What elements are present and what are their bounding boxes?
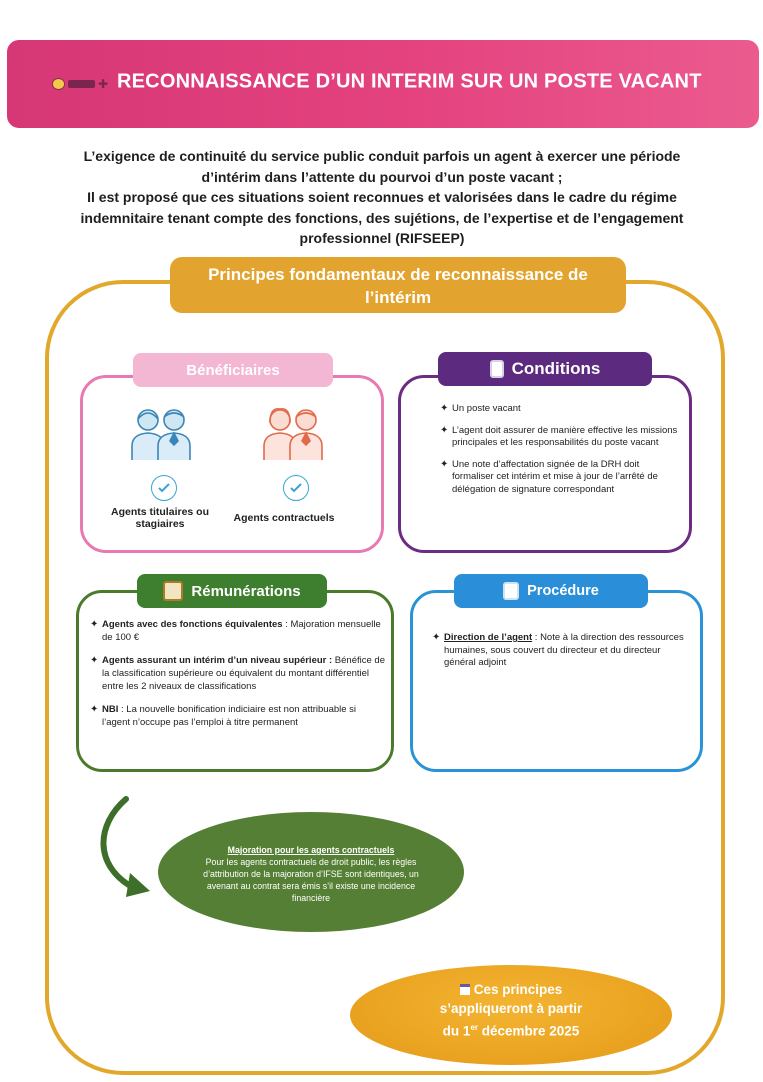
procedure-card [410,590,703,772]
list-item: ✦ NBI : La nouvelle bonification indiciaire est non attribuable si l’agent n’occupe pas l’emploi à titre permanent [90,704,357,728]
procedure-title: Procédure [527,583,599,599]
list-item: ✦ Direction de l’agent : Note à la direction des ressources humaines, sous couvert du directeur et du directeur général adjoint [432,632,684,668]
application-line-3: du 1er décembre 2025 [442,1023,580,1039]
principles-heading [170,257,626,313]
intro-text [40,146,724,249]
star-bullet-icon: ✦ [432,632,441,643]
tenured-agents-check-icon [151,475,177,501]
intro-line-1: L’exigence de continuité du service public conduit parfois un agent à exercer une période [83,148,681,164]
procedure-list [432,632,688,679]
conditions-list [440,403,680,505]
contract-agents-note [158,812,464,932]
organization-logo [52,74,108,94]
star-bullet-icon: ✦ [440,424,449,436]
star-bullet-icon: ✦ [90,619,99,630]
contract-agents-note-title: Majoration pour les agents contractuels [227,845,395,855]
page-title: RECONNAISSANCE D’UN INTERIM SUR UN POSTE VACANT [117,70,702,93]
contract-agents-icon [252,405,336,465]
star-bullet-icon: ✦ [90,655,99,666]
list-item: ✦ Une note d’affectation signée de la DRH doit formaliser cet intérim et mise à jour de l’arrêté de délégation de signature correspondant [440,458,658,495]
document-icon [503,582,519,600]
contract-agents-note-text: Pour les agents contractuels de droit public, les règles d’attribution de la majoration d’IFSE sont identiques, un avenant au contrat sera émis s’il existe une incidence financière [203,857,419,903]
clipboard-icon [490,360,504,378]
logo-mark-icon: ✚ [97,77,108,91]
star-bullet-icon: ✦ [440,458,449,470]
intro-line-3: Il est proposé que ces situations soient reconnues et valorisées dans le cadre du régime [87,189,677,205]
intro-line-5: professionnel (RIFSEEP) [299,230,465,246]
contract-agents-label: Agents contractuels [233,512,335,524]
list-item: ✦ Agents avec des fonctions équivalentes : Majoration mensuelle de 100 € [90,619,381,643]
logo-emblem-icon [52,78,65,90]
money-hand-icon [163,581,183,601]
contract-agents-check-icon [283,475,309,501]
principles-heading-line-2: l’intérim [364,288,432,307]
logo-bar [68,80,95,88]
application-line-1: Ces principes [350,980,672,999]
remuneration-title-bar [137,574,327,608]
header-banner [7,40,759,128]
intro-line-4: indemnitaire tenant compte des fonctions, des sujétions, de l’expertise et de l’engagement [80,209,684,226]
list-item: ✦ Un poste vacant [440,403,521,414]
conditions-title-bar [438,352,652,386]
procedure-title-bar [454,574,648,608]
intro-line-2: d’intérim dans l’attente du pourvoi d’un poste vacant ; [201,168,563,185]
application-date-note [350,965,672,1065]
list-item: ✦ Agents assurant un intérim d’un niveau supérieur : Bénéfice de la classification supérieure ou équivalent du montant différentiel entre les 2 niveaux de classifications [90,655,385,692]
calendar-icon [460,984,470,995]
application-line-2: s’appliqueront à partir [439,1001,583,1016]
tenured-agents-label: Agents titulaires ou stagiaires [110,506,209,530]
remuneration-list [90,618,386,738]
principles-heading-line-1: Principes fondamentaux de reconnaissance de [208,265,588,284]
tenured-agents-icon [120,405,204,465]
remuneration-title: Rémunérations [191,582,301,600]
curved-arrow-icon [92,795,172,905]
star-bullet-icon: ✦ [90,704,99,715]
beneficiaries-title: Bénéficiaires [133,353,333,387]
star-bullet-icon: ✦ [440,403,449,414]
conditions-title: Conditions [511,359,601,378]
list-item: ✦ L’agent doit assurer de manière effective les missions principales et les responsabilités du poste vacant [440,424,678,448]
